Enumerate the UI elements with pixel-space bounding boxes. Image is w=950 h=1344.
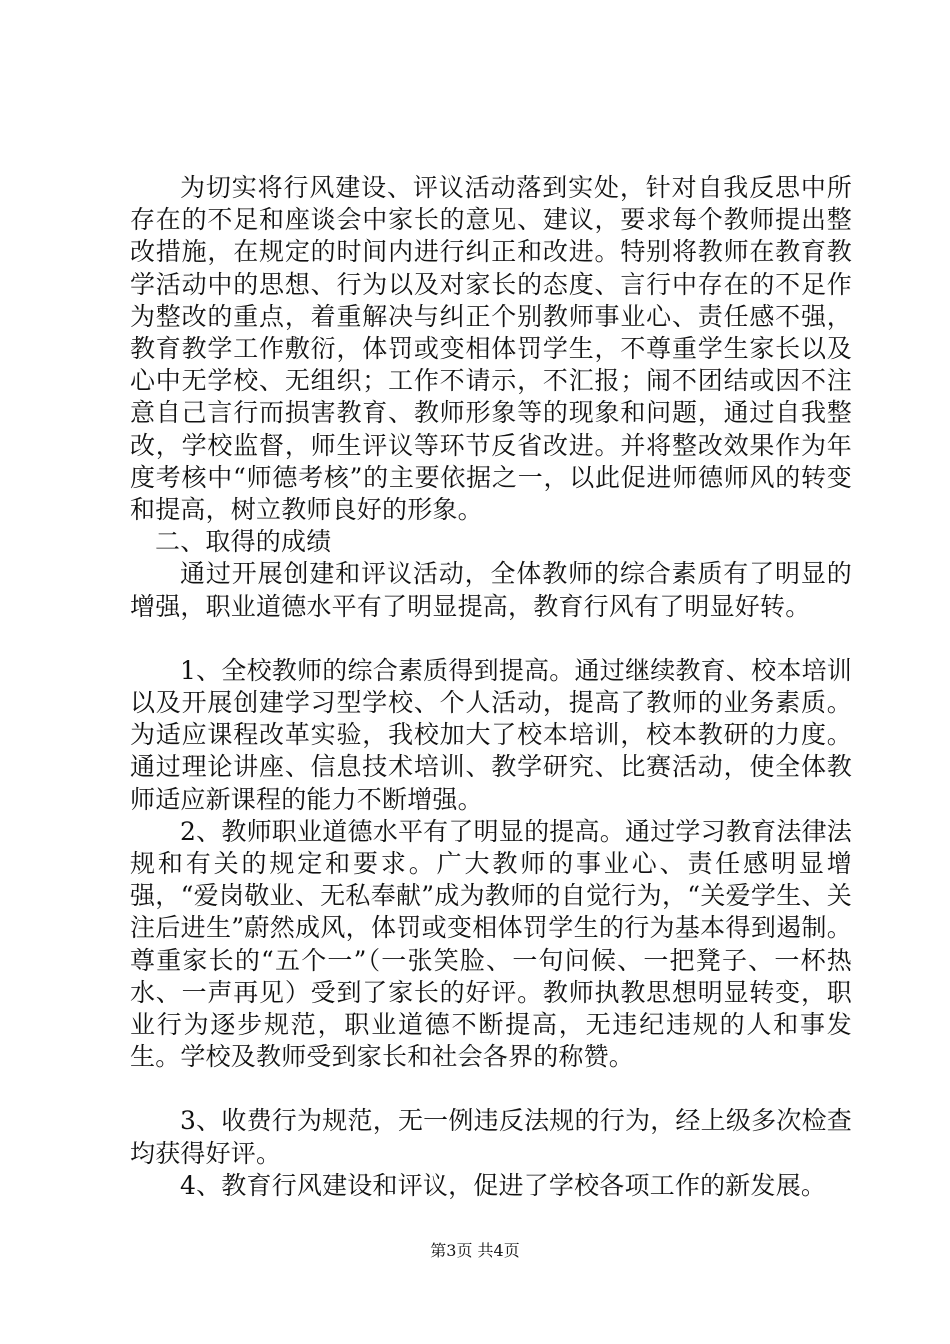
section-heading-achievements: 二、取得的成绩 — [155, 527, 332, 557]
page-number: 第3页 共4页 — [430, 1241, 520, 1260]
page-footer — [0, 1241, 950, 1261]
paragraph-item-2: 2、教师职业道德水平有了明显的提高。通过学习教育法律法规和有关的规定和要求。广大教师的事业心、责任感明显增强，“爱岗敬业、无私奉献”成为教师的自觉行为，“关爱学生、关注后进生”蔚然成风，体罚或变相体罚学生的行为基本得到遏制。尊重家长的“五个一”（一张笑脸、一句问候、一把凳子、一杯热水、一声再见）受到了家长的好评。教师执教思想明显转变，职业行为逐步规范，职业道德不断提高，无违纪违规的人和事发生。学校及教师受到家长和社会各界的称赞。 — [130, 816, 852, 1072]
paragraph-rectification: 为切实将行风建设、评议活动落到实处，针对自我反思中所存在的不足和座谈会中家长的意见、建议，要求每个教师提出整改措施，在规定的时间内进行纠正和改进。特别将教师在教育教学活动中的思想、行为以及对家长的态度、言行中存在的不足作为整改的重点，着重解决与纠正个别教师事业心、责任感不强，教育教学工作敷衍，体罚或变相体罚学生，不尊重学生家长以及心中无学校、无组织；工作不请示，不汇报；闹不团结或因不注意自己言行而损害教育、教师形象等的现象和问题，通过自我整改，学校监督，师生评议等环节反省改进。并将整改效果作为年度考核中“师德考核”的主要依据之一，以此促进师德师风的转变和提高，树立教师良好的形象。 — [130, 173, 852, 525]
paragraph-item-1: 1、全校教师的综合素质得到提高。通过继续教育、校本培训以及开展创建学习型学校、个人活动，提高了教师的业务素质。为适应课程改革实验，我校加大了校本培训，校本教研的力度。通过理论讲座、信息技术培训、教学研究、比赛活动，使全体教师适应新课程的能力不断增强。 — [130, 655, 852, 814]
paragraph-achievements-summary: 通过开展创建和评议活动，全体教师的综合素质有了明显的增强，职业道德水平有了明显提高，教育行风有了明显好转。 — [130, 559, 852, 621]
document-body — [130, 172, 852, 1202]
paragraph-item-4: 4、教育行风建设和评议，促进了学校各项工作的新发展。 — [180, 1170, 827, 1200]
paragraph-item-3: 3、收费行为规范，无一例违反法规的行为，经上级多次检查均获得好评。 — [130, 1106, 852, 1168]
